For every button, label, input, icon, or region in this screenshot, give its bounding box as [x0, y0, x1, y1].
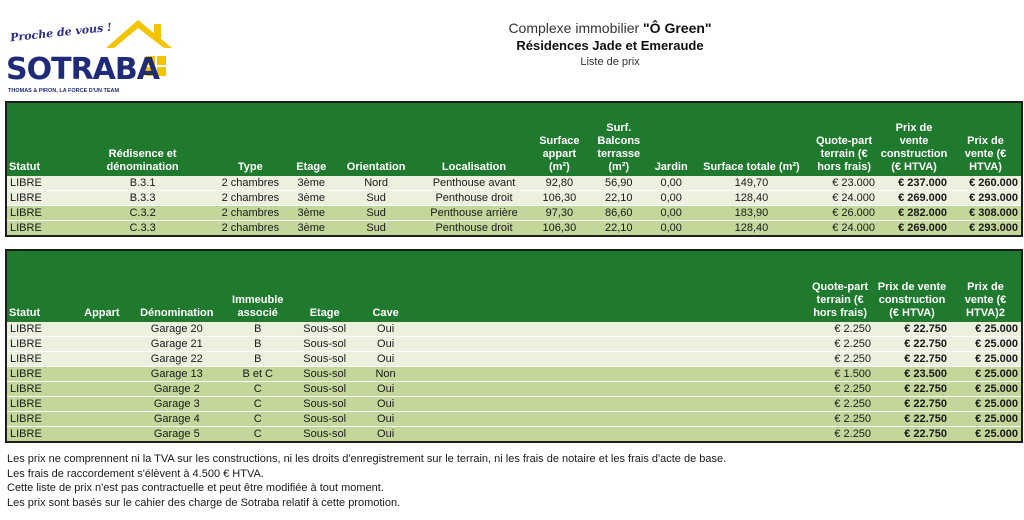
status-cell: LIBRE: [6, 367, 72, 382]
denomination-cell: Garage 20: [132, 322, 222, 337]
building-cell: B et C: [222, 367, 294, 382]
column-header: Type: [213, 102, 287, 176]
floor-cell: 3ème: [287, 206, 335, 221]
column-header: Prix de vente construction (€ HTVA): [874, 250, 950, 322]
construction-price-cell: € 22.750: [874, 352, 950, 367]
column-header: Surf. Balcons terrasse (m²): [588, 102, 650, 176]
status-cell: LIBRE: [6, 221, 72, 237]
table-row: [6, 221, 1022, 237]
sale-price-cell: € 25.000: [950, 427, 1022, 443]
status-cell: LIBRE: [6, 427, 72, 443]
column-header: Jardin: [650, 102, 693, 176]
table-row: [6, 322, 1022, 337]
type-cell: 2 chambres: [213, 221, 287, 237]
building-cell: C: [222, 427, 294, 443]
unit-cell: B.3.1: [72, 176, 214, 191]
balcony-cell: 86,60: [588, 206, 650, 221]
total-surface-cell: 183,90: [693, 206, 811, 221]
construction-price-cell: € 22.750: [874, 412, 950, 427]
sale-price-cell: € 25.000: [950, 367, 1022, 382]
column-header: Appart: [72, 250, 132, 322]
spacer-cell: [416, 322, 807, 337]
apartment-cell: [72, 382, 132, 397]
table-header-row: [6, 250, 1022, 322]
land-share-cell: € 1.500: [806, 367, 874, 382]
denomination-cell: Garage 3: [132, 397, 222, 412]
type-cell: 2 chambres: [213, 206, 287, 221]
page-subtitle: Résidences Jade et Emeraude: [516, 38, 704, 53]
status-cell: LIBRE: [6, 322, 72, 337]
apartment-cell: [72, 367, 132, 382]
title-name: "Ô Green": [643, 20, 712, 36]
floor-cell: Sous-sol: [294, 397, 356, 412]
cellar-cell: Oui: [356, 382, 416, 397]
apartment-cell: [72, 337, 132, 352]
garden-cell: 0,00: [650, 191, 693, 206]
table-row: [6, 206, 1022, 221]
surface-cell: 97,30: [531, 206, 588, 221]
floor-cell: Sous-sol: [294, 382, 356, 397]
column-header: Statut: [6, 102, 72, 176]
building-cell: C: [222, 412, 294, 427]
footnotes: [7, 452, 726, 510]
status-cell: LIBRE: [6, 352, 72, 367]
status-cell: LIBRE: [6, 176, 72, 191]
footnote: Les frais de raccordement s'élèvent à 4.500 € HTVA.: [7, 467, 264, 480]
floor-cell: Sous-sol: [294, 367, 356, 382]
building-cell: C: [222, 397, 294, 412]
balcony-cell: 56,90: [588, 176, 650, 191]
floor-cell: 3ème: [287, 191, 335, 206]
location-cell: Penthouse droit: [417, 221, 531, 237]
cellar-cell: Oui: [356, 352, 416, 367]
logo-tagline: THOMAS & PIRON, LA FORCE D'UN TEAM: [8, 88, 120, 94]
status-cell: LIBRE: [6, 191, 72, 206]
construction-price-cell: € 269.000: [878, 191, 950, 206]
sale-price-cell: € 308.000: [950, 206, 1022, 221]
land-share-cell: € 24.000: [810, 191, 878, 206]
construction-price-cell: € 23.500: [874, 367, 950, 382]
apartments-price-table: [5, 101, 1023, 237]
status-cell: LIBRE: [6, 412, 72, 427]
land-share-cell: € 24.000: [810, 221, 878, 237]
construction-price-cell: € 22.750: [874, 322, 950, 337]
land-share-cell: € 2.250: [806, 397, 874, 412]
cellar-cell: Oui: [356, 337, 416, 352]
land-share-cell: € 2.250: [806, 382, 874, 397]
table-header-row: [6, 102, 1022, 176]
denomination-cell: Garage 21: [132, 337, 222, 352]
apartment-cell: [72, 412, 132, 427]
surface-cell: 106,30: [531, 191, 588, 206]
building-cell: B: [222, 352, 294, 367]
column-header-spacer: [416, 250, 807, 322]
denomination-cell: Garage 13: [132, 367, 222, 382]
denomination-cell: Garage 4: [132, 412, 222, 427]
construction-price-cell: € 269.000: [878, 221, 950, 237]
land-share-cell: € 2.250: [806, 427, 874, 443]
spacer-cell: [416, 382, 807, 397]
status-cell: LIBRE: [6, 397, 72, 412]
column-header: Statut: [6, 250, 72, 322]
column-header: Etage: [287, 102, 335, 176]
land-share-cell: € 2.250: [806, 412, 874, 427]
page-caption: Liste de prix: [580, 56, 640, 68]
status-cell: LIBRE: [6, 206, 72, 221]
unit-cell: B.3.3: [72, 191, 214, 206]
table-row: [6, 352, 1022, 367]
total-surface-cell: 128,40: [693, 191, 811, 206]
table-row: [6, 412, 1022, 427]
column-header: Rédisence et dénomination: [72, 102, 214, 176]
sale-price-cell: € 260.000: [950, 176, 1022, 191]
column-header: Surface totale (m²): [693, 102, 811, 176]
garden-cell: 0,00: [650, 206, 693, 221]
cellar-cell: Non: [356, 367, 416, 382]
floor-cell: Sous-sol: [294, 412, 356, 427]
floor-cell: 3ème: [287, 176, 335, 191]
land-share-cell: € 2.250: [806, 337, 874, 352]
construction-price-cell: € 22.750: [874, 337, 950, 352]
land-share-cell: € 2.250: [806, 352, 874, 367]
type-cell: 2 chambres: [213, 176, 287, 191]
table-row: [6, 382, 1022, 397]
company-logo: [6, 18, 176, 98]
denomination-cell: Garage 22: [132, 352, 222, 367]
column-header: Immeuble associé: [222, 250, 294, 322]
construction-price-cell: € 22.750: [874, 427, 950, 443]
denomination-cell: Garage 5: [132, 427, 222, 443]
column-header: Localisation: [417, 102, 531, 176]
table-row: [6, 367, 1022, 382]
unit-cell: C.3.3: [72, 221, 214, 237]
logo-slogan: Proche de vous !: [9, 20, 113, 45]
surface-cell: 92,80: [531, 176, 588, 191]
garden-cell: 0,00: [650, 221, 693, 237]
sale-price-cell: € 25.000: [950, 322, 1022, 337]
building-cell: B: [222, 322, 294, 337]
land-share-cell: € 26.000: [810, 206, 878, 221]
spacer-cell: [416, 352, 807, 367]
table-row: [6, 427, 1022, 443]
cellar-cell: Oui: [356, 397, 416, 412]
column-header: Surface appart (m²): [531, 102, 588, 176]
denomination-cell: Garage 2: [132, 382, 222, 397]
floor-cell: 3ème: [287, 221, 335, 237]
total-surface-cell: 149,70: [693, 176, 811, 191]
floor-cell: Sous-sol: [294, 427, 356, 443]
sale-price-cell: € 293.000: [950, 191, 1022, 206]
land-share-cell: € 2.250: [806, 322, 874, 337]
unit-cell: C.3.2: [72, 206, 214, 221]
floor-cell: Sous-sol: [294, 337, 356, 352]
type-cell: 2 chambres: [213, 191, 287, 206]
cellar-cell: Oui: [356, 427, 416, 443]
apartment-cell: [72, 322, 132, 337]
floor-cell: Sous-sol: [294, 352, 356, 367]
table-row: [6, 176, 1022, 191]
floor-cell: Sous-sol: [294, 322, 356, 337]
sale-price-cell: € 25.000: [950, 412, 1022, 427]
construction-price-cell: € 22.750: [874, 382, 950, 397]
building-cell: C: [222, 382, 294, 397]
sale-price-cell: € 25.000: [950, 382, 1022, 397]
balcony-cell: 22,10: [588, 191, 650, 206]
apartment-cell: [72, 397, 132, 412]
column-header: Prix de vente (€ HTVA)2: [950, 250, 1022, 322]
column-header: Prix de vente (€ HTVA): [950, 102, 1022, 176]
title-prefix: Complexe immobilier: [508, 20, 644, 36]
location-cell: Penthouse droit: [417, 191, 531, 206]
garden-cell: 0,00: [650, 176, 693, 191]
garages-price-table: [5, 249, 1023, 443]
apartment-cell: [72, 427, 132, 443]
column-header: Orientation: [335, 102, 417, 176]
cellar-cell: Oui: [356, 412, 416, 427]
cellar-cell: Oui: [356, 322, 416, 337]
column-header: Etage: [294, 250, 356, 322]
spacer-cell: [416, 412, 807, 427]
status-cell: LIBRE: [6, 382, 72, 397]
table-row: [6, 337, 1022, 352]
page-title: [420, 20, 800, 36]
column-header: Prix de vente construction (€ HTVA): [878, 102, 950, 176]
document-header: [420, 20, 800, 68]
balcony-cell: 22,10: [588, 221, 650, 237]
building-cell: B: [222, 337, 294, 352]
construction-price-cell: € 282.000: [878, 206, 950, 221]
sale-price-cell: € 293.000: [950, 221, 1022, 237]
column-header: Cave: [356, 250, 416, 322]
sale-price-cell: € 25.000: [950, 337, 1022, 352]
spacer-cell: [416, 427, 807, 443]
spacer-cell: [416, 367, 807, 382]
orientation-cell: Sud: [335, 191, 417, 206]
construction-price-cell: € 237.000: [878, 176, 950, 191]
logo-name: SOTRABA: [6, 52, 159, 87]
footnote: Les prix ne comprennent ni la TVA sur les constructions, ni les droits d'enregistrement sur le terrain, ni les frais de notaire et les frais d'acte de base.: [7, 453, 727, 465]
orientation-cell: Sud: [335, 221, 417, 237]
surface-cell: 106,30: [531, 221, 588, 237]
table-row: [6, 191, 1022, 206]
column-header: Dénomination: [132, 250, 222, 322]
orientation-cell: Sud: [335, 206, 417, 221]
location-cell: Penthouse arrière: [417, 206, 531, 221]
footnote: Les prix sont basés sur le cahier des charge de Sotraba relatif à cette promotion.: [7, 496, 401, 509]
apartment-cell: [72, 352, 132, 367]
spacer-cell: [416, 337, 807, 352]
table-row: [6, 397, 1022, 412]
column-header: Quote-part terrain (€ hors frais): [810, 102, 878, 176]
column-header: Quote-part terrain (€ hors frais): [806, 250, 874, 322]
sale-price-cell: € 25.000: [950, 397, 1022, 412]
location-cell: Penthouse avant: [417, 176, 531, 191]
status-cell: LIBRE: [6, 337, 72, 352]
construction-price-cell: € 22.750: [874, 397, 950, 412]
sale-price-cell: € 25.000: [950, 352, 1022, 367]
footnote: Cette liste de prix n'est pas contractuelle et peut être modifiée à tout moment.: [7, 482, 384, 494]
orientation-cell: Nord: [335, 176, 417, 191]
land-share-cell: € 23.000: [810, 176, 878, 191]
spacer-cell: [416, 397, 807, 412]
total-surface-cell: 128,40: [693, 221, 811, 237]
